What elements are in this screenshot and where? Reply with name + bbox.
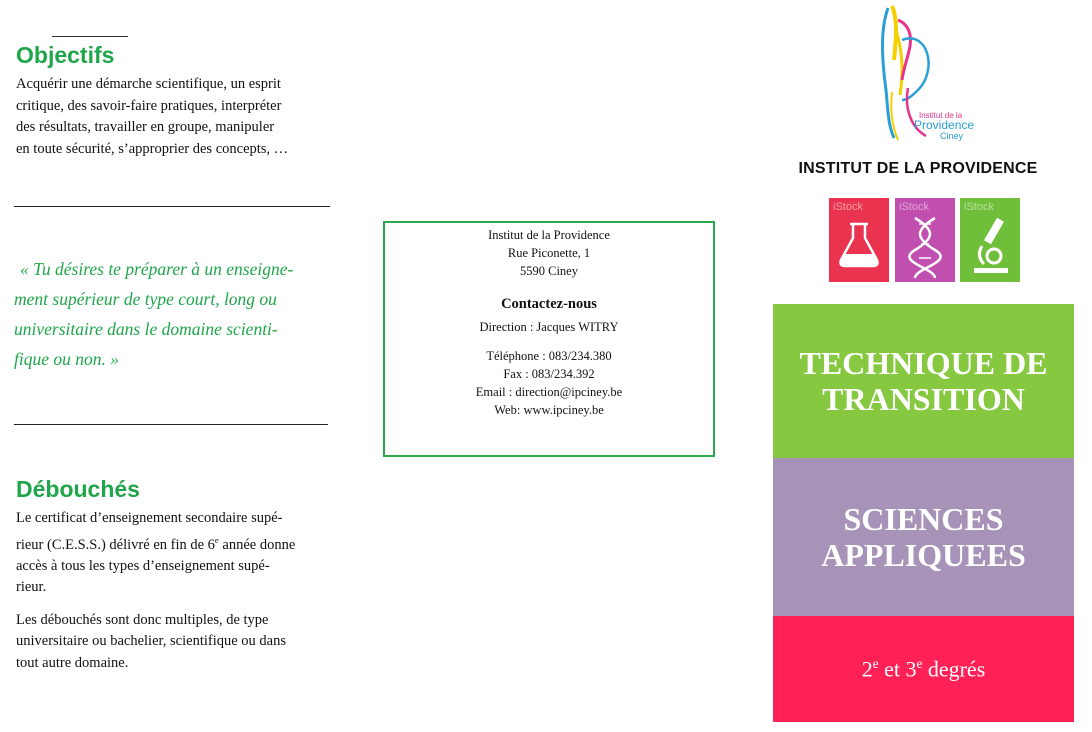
quote-line: « Tu désires te préparer à un enseigne- xyxy=(20,259,294,279)
svg-text:iStock: iStock xyxy=(899,201,929,213)
debouches-line: accès à tous les types d’enseignement supé- xyxy=(16,557,270,574)
debouches-line: tout autre domaine. xyxy=(16,654,129,671)
section-divider xyxy=(14,424,328,425)
logo-graphic xyxy=(868,0,988,148)
institution-name: INSTITUT DE LA PROVIDENCE xyxy=(798,160,1038,177)
debouches-line: Les débouchés sont donc multiples, de type xyxy=(16,611,269,628)
program-panel xyxy=(773,304,1074,458)
program-line: TRANSITION xyxy=(822,381,1025,417)
quote-block xyxy=(14,254,354,374)
section-panel xyxy=(773,458,1074,616)
contact-heading: Contactez-nous xyxy=(501,296,597,312)
objectifs-line: critique, des savoir-faire pratiques, interpréter xyxy=(16,97,282,114)
objectifs-heading: Objectifs xyxy=(16,42,115,68)
quote-line: fique ou non. » xyxy=(14,349,119,369)
email-link[interactable]: Email : direction@ipciney.be xyxy=(475,385,623,399)
logo-text-line3: Ciney xyxy=(940,131,964,141)
debouches-text xyxy=(16,508,346,674)
debouches-line: Le certificat d’enseignement secondaire supé- xyxy=(16,510,283,526)
logo-text-line1: Institut de la xyxy=(919,111,963,120)
quote-line: ment supérieur de type court, long ou xyxy=(14,289,277,309)
flask-tile xyxy=(829,198,889,282)
dna-icon xyxy=(895,198,955,282)
dna-tile xyxy=(895,198,955,282)
microscope-icon xyxy=(960,198,1020,282)
objectifs-line: Acquérir une démarche scientifique, un esprit xyxy=(16,76,281,92)
degrees-panel xyxy=(773,616,1074,722)
address-line: Rue Piconette, 1 xyxy=(507,246,591,260)
program-line: TECHNIQUE DE xyxy=(799,345,1048,381)
website-link[interactable]: Web: www.ipciney.be xyxy=(494,403,604,417)
debouches-line: rieur. xyxy=(16,579,47,596)
flask-icon xyxy=(829,198,889,282)
address-line: 5590 Ciney xyxy=(520,264,578,278)
fax-line: Fax : 083/234.392 xyxy=(503,367,595,381)
top-divider xyxy=(52,36,128,37)
section-line: APPLIQUEES xyxy=(821,537,1026,573)
section-divider xyxy=(14,206,330,207)
microscope-tile xyxy=(960,198,1020,282)
direction-line: Direction : Jacques WITRY xyxy=(479,320,619,334)
contact-box xyxy=(383,221,715,457)
logo-text-line2: Providence xyxy=(914,118,975,132)
school-logo xyxy=(868,0,988,148)
section-line: SCIENCES xyxy=(843,501,1004,537)
debouches-line: rieur (C.E.S.S.) délivré en fin de 6e année donne xyxy=(16,534,296,553)
quote-line: universitaire dans le domaine scienti- xyxy=(14,319,278,339)
debouches-heading: Débouchés xyxy=(16,476,140,502)
objectifs-line: des résultats, travailler en groupe, manipuler xyxy=(16,119,275,135)
debouches-line: universitaire ou bachelier, scientifique ou dans xyxy=(16,633,286,650)
contact-details xyxy=(385,347,713,419)
address-line: Institut de la Providence xyxy=(488,228,610,242)
svg-text:iStock: iStock xyxy=(964,201,994,213)
address xyxy=(385,226,713,280)
phone-line: Téléphone : 083/234.380 xyxy=(486,349,612,363)
degrees-text: 2e et 3e degrés xyxy=(861,655,986,682)
svg-text:iStock: iStock xyxy=(833,201,863,213)
objectifs-text xyxy=(16,74,346,160)
objectifs-line: en toute sécurité, s’approprier des concepts, … xyxy=(16,140,289,157)
